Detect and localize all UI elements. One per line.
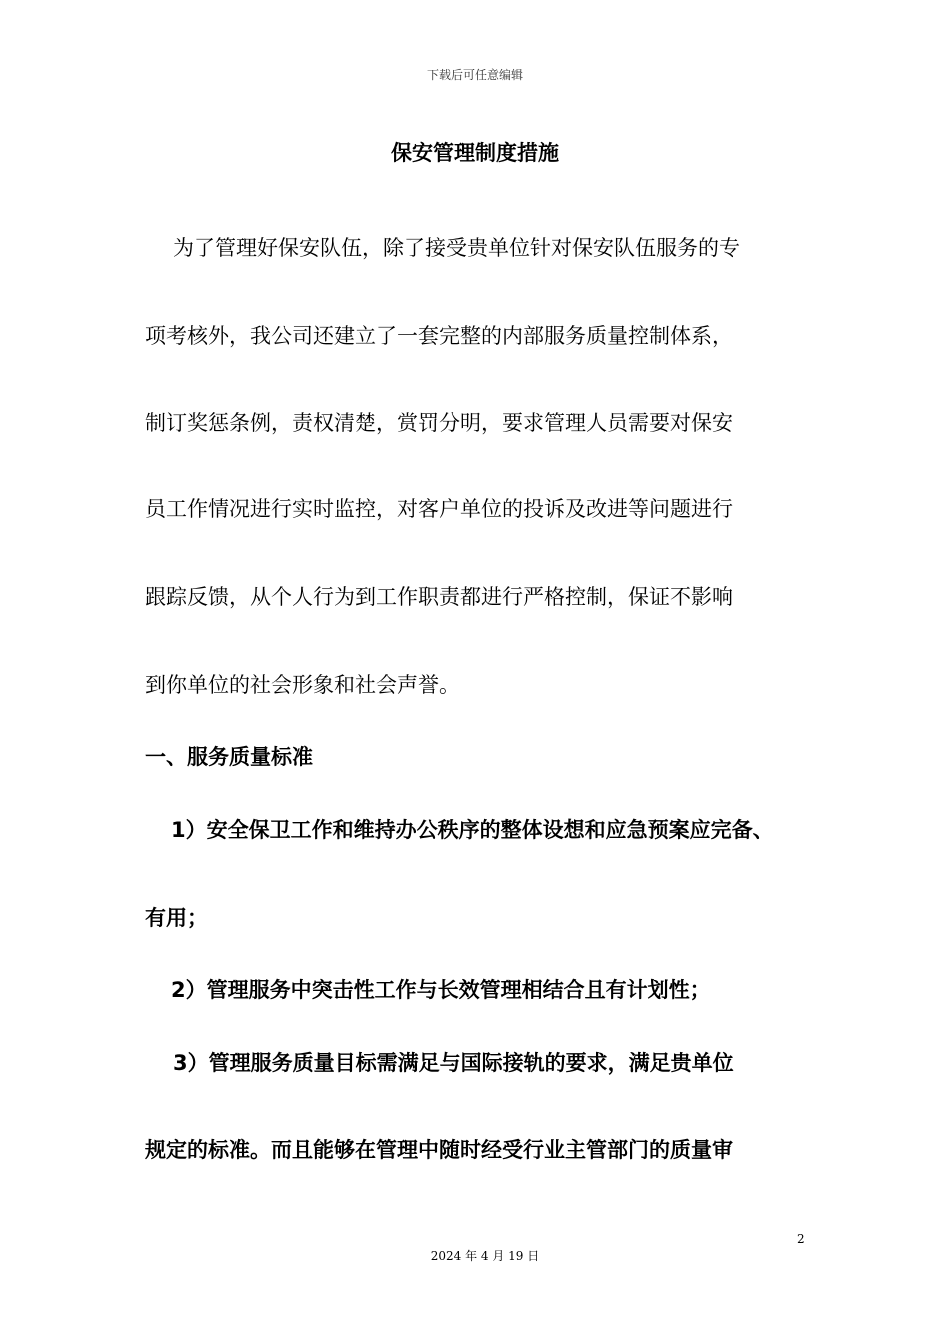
document-title: 保安管理制度措施 [391,141,559,165]
intro-line: 到你单位的社会形象和社会声誉。 [145,673,460,697]
section-heading: 一、服务质量标准 [145,745,313,769]
item-line: 2）管理服务中突击性工作与长效管理相结合且有计划性； [171,978,711,1002]
intro-line: 跟踪反馈，从个人行为到工作职责都进行严格控制，保证不影响 [145,585,733,609]
page-number: 2 [797,1232,805,1246]
item-line: 3）管理服务质量目标需满足与国际接轨的要求，满足贵单位 [173,1051,734,1075]
footer-date: 2024 年 4 月 19 日 [430,1249,540,1263]
intro-line: 项考核外，我公司还建立了一套完整的内部服务质量控制体系， [145,324,733,348]
item-line: 规定的标准。而且能够在管理中随时经受行业主管部门的质量审 [145,1138,733,1162]
intro-line: 为了管理好保安队伍，除了接受贵单位针对保安队伍服务的专 [173,236,740,260]
item-line: 1）安全保卫工作和维持办公秩序的整体设想和应急预案应完备、 [171,818,774,842]
intro-line: 制订奖惩条例，责权清楚，赏罚分明，要求管理人员需要对保安 [145,411,733,435]
header-note: 下载后可任意编辑 [426,68,523,82]
item-line: 有用； [145,906,208,930]
intro-line: 员工作情况进行实时监控，对客户单位的投诉及改进等问题进行 [145,497,733,521]
